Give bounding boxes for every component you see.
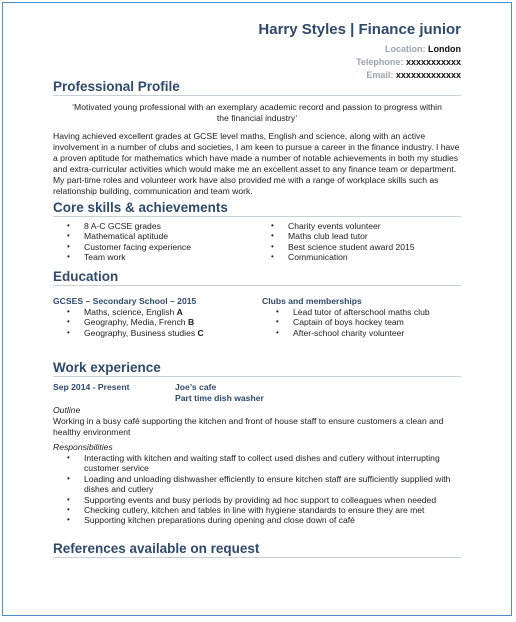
- skills-right-column: [257, 221, 461, 263]
- bullet-icon: •: [271, 231, 274, 241]
- list-item: [257, 242, 461, 252]
- gcse-list: [53, 307, 252, 338]
- skill-text: Best science student award 2015: [288, 241, 415, 252]
- job-header: [53, 382, 461, 404]
- clubs-list: [262, 307, 461, 338]
- list-item: [53, 317, 252, 327]
- club-text: Captain of boys hockey team: [293, 317, 404, 328]
- list-item: [53, 505, 461, 515]
- name-title: Harry Styles | Finance junior: [258, 21, 461, 38]
- job-employer: Joe’s cafe: [175, 382, 217, 392]
- job-info: [175, 382, 264, 404]
- bullet-icon: •: [67, 307, 70, 316]
- skills-title: Core skills & achievements: [53, 200, 461, 217]
- skill-text: Customer facing experience: [84, 241, 191, 252]
- telephone-row: [258, 56, 461, 69]
- list-item: [53, 453, 461, 474]
- responsibility-text: Supporting events and busy periods by providing ad hoc support to colleagues when needed: [84, 494, 437, 505]
- education-left-column: [53, 296, 252, 338]
- skill-text: 8 A-C GCSE grades: [84, 221, 161, 231]
- list-item: [262, 307, 461, 317]
- skill-text: Maths club lead tutor: [288, 231, 368, 242]
- outline-label: Outline: [53, 405, 81, 415]
- skill-text: Charity events volunteer: [288, 221, 381, 231]
- club-text: After-school charity volunteer: [293, 327, 405, 338]
- responsibility-text: Loading and unloading dishwasher efficiently to ensure kitchen staff are sufficiently supplied with dishes and cutlery: [84, 473, 451, 495]
- list-item: [53, 252, 257, 262]
- bullet-icon: •: [271, 241, 274, 251]
- grade-text: B: [187, 317, 195, 328]
- responsibility-text: Interacting with kitchen and waiting staff to collect used dishes and cutlery without interrupting customer service: [84, 453, 440, 474]
- list-item: [53, 515, 461, 525]
- outline-text: Working in a busy café supporting the kitchen and front of house staff to ensure customers a clean and healthy environment: [53, 416, 444, 437]
- skill-text: Team work: [84, 252, 126, 263]
- list-item: [257, 252, 461, 262]
- skills-section: [53, 200, 461, 263]
- cv-page: [2, 2, 512, 616]
- bullet-icon: •: [67, 505, 70, 515]
- list-item: [53, 221, 257, 231]
- grade-text: C: [197, 327, 204, 338]
- list-item: [262, 317, 461, 327]
- education-right-column: [252, 296, 461, 338]
- profile-section: [53, 79, 461, 197]
- list-item: [53, 242, 257, 252]
- subject-text: Maths, science, English: [84, 307, 177, 317]
- clubs-heading: Clubs and memberships: [262, 296, 362, 306]
- subject-text: Geography, Business studies: [84, 327, 198, 338]
- responsibility-text: Checking cutlery, kitchen and tables in line with hygiene standards to ensure they are met: [84, 505, 425, 516]
- skills-right-list: [257, 221, 461, 263]
- bullet-icon: •: [67, 317, 70, 327]
- email-value: xxxxxxxxxxxxx: [395, 70, 461, 80]
- bullet-icon: •: [67, 252, 70, 262]
- gcse-heading: GCSES – Secondary School – 2015: [53, 296, 197, 306]
- bullet-icon: •: [67, 221, 70, 230]
- list-item: [262, 328, 461, 338]
- references-title: References available on request: [53, 541, 461, 558]
- location-label: Location:: [384, 44, 426, 54]
- responsibility-text: Supporting kitchen preparations during opening and close down of café: [84, 515, 355, 526]
- telephone-label: Telephone:: [356, 57, 404, 67]
- bullet-icon: •: [67, 231, 70, 241]
- club-text: Lead tutor of afterschool maths club: [293, 307, 430, 317]
- list-item: [53, 231, 257, 241]
- bullet-icon: •: [67, 453, 70, 462]
- education-columns: [53, 296, 461, 338]
- bullet-icon: •: [276, 327, 279, 337]
- bullet-icon: •: [67, 473, 70, 483]
- email-label: Email:: [366, 70, 394, 80]
- responsibilities-label: Responsibilities: [53, 442, 113, 452]
- skill-text: Communication: [288, 252, 348, 263]
- bullet-icon: •: [67, 494, 70, 504]
- work-title: Work experience: [53, 360, 461, 377]
- education-section: [53, 269, 461, 338]
- skill-text: Mathematical aptitude: [84, 231, 169, 242]
- telephone-value: xxxxxxxxxxx: [405, 57, 461, 67]
- cv-header: [258, 21, 461, 82]
- profile-paragraph: Having achieved excellent grades at GCSE level maths, English and science, along with an active involvement in a number of clubs and societies, I am keen to pursue a career in the finance industry. I have a proven aptitude for mathematics which have made a number of notable achievements in both my studies and extra-curricular activities which would make me an excellent asset to any finance team or department. My part-time roles and volunteer work have also provided me with a range of workplace skills such as relationship building, communication and team work.: [53, 131, 460, 196]
- skills-left-list: [53, 221, 257, 263]
- profile-quote: ‘Motivated young professional with an exemplary academic record and passion to progress within the financial industry’: [72, 102, 442, 123]
- work-section: [53, 360, 461, 526]
- bullet-icon: •: [271, 252, 274, 262]
- grade-text: A: [176, 307, 183, 317]
- bullet-icon: •: [67, 327, 70, 337]
- location-value: London: [428, 44, 461, 54]
- education-title: Education: [53, 269, 461, 286]
- job-role: Part time dish washer: [175, 393, 264, 403]
- profile-title: Professional Profile: [53, 79, 461, 96]
- bullet-icon: •: [67, 241, 70, 251]
- location-row: [258, 43, 461, 56]
- list-item: [53, 474, 461, 495]
- skills-columns: [53, 221, 461, 263]
- list-item: [53, 328, 252, 338]
- bullet-icon: •: [276, 307, 279, 316]
- list-item: [53, 307, 252, 317]
- references-section: [53, 541, 461, 558]
- bullet-icon: •: [67, 515, 70, 525]
- bullet-icon: •: [276, 317, 279, 327]
- list-item: [257, 221, 461, 231]
- list-item: [53, 495, 461, 505]
- job-date: Sep 2014 - Present: [53, 382, 130, 392]
- list-item: [257, 231, 461, 241]
- subject-text: Geography, Media, French: [84, 317, 188, 328]
- responsibilities-list: [53, 453, 461, 526]
- skills-left-column: [53, 221, 257, 263]
- bullet-icon: •: [271, 221, 274, 230]
